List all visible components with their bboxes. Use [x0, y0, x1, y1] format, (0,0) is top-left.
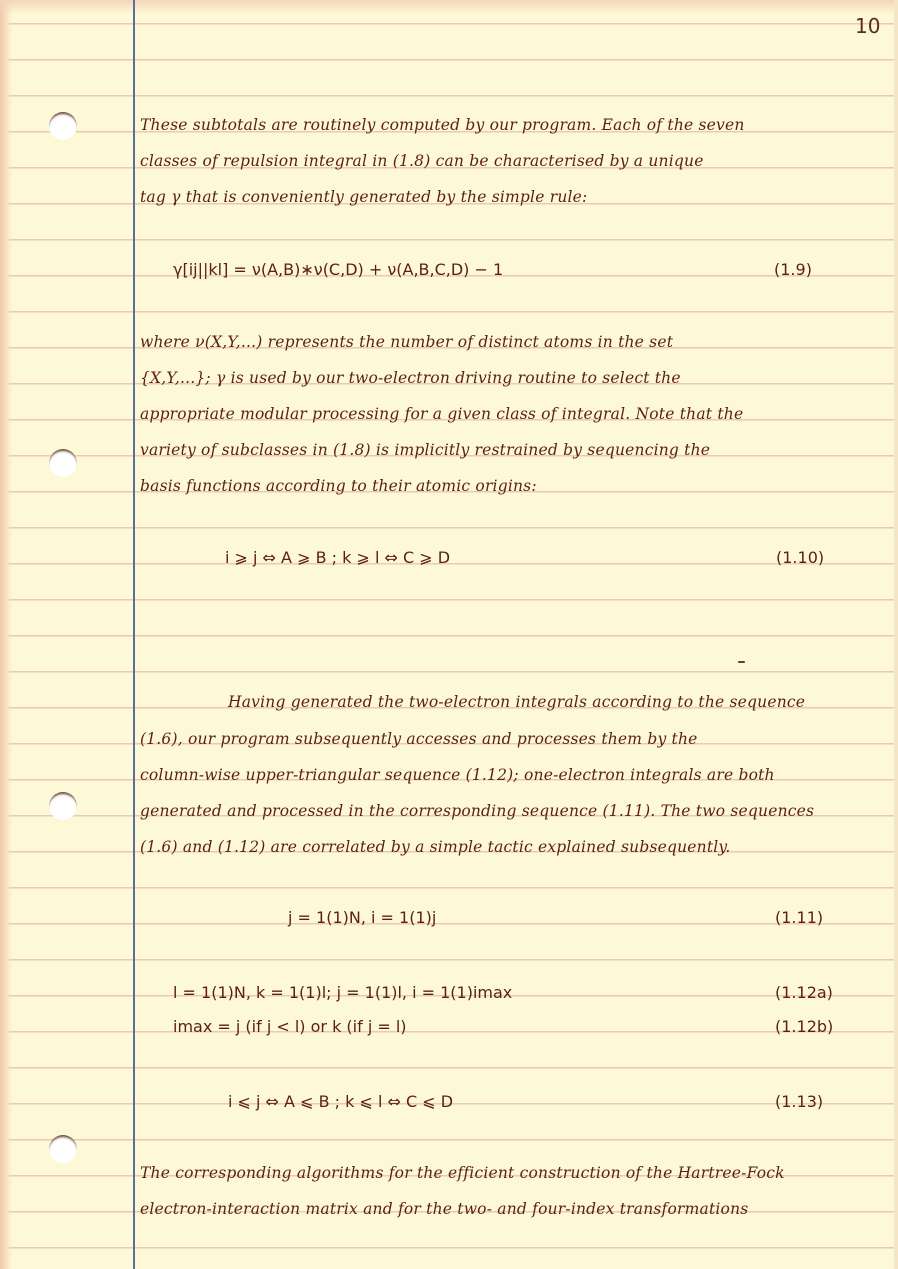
equation: j = 1(1)N, i = 1(1)j — [288, 908, 437, 927]
equation-label: (1.12b) — [775, 1017, 834, 1036]
text-line: classes of repulsion integral in (1.8) can be characterised by a unique — [140, 152, 704, 170]
equation: l = 1(1)N, k = 1(1)l; j = 1(1)l, i = 1(1)imax — [173, 983, 513, 1002]
text-line: where ν(X,Y,...) represents the number of distinct atoms in the set — [140, 333, 674, 351]
text-line: tag γ that is conveniently generated by the simple rule: — [140, 188, 588, 206]
punch-hole-icon — [49, 449, 77, 477]
punch-hole-icon — [49, 1135, 77, 1163]
text-line: electron-interaction matrix and for the two- and four-index transformations — [140, 1200, 749, 1218]
text-line: These subtotals are routinely computed by our program. Each of the seven — [140, 116, 745, 134]
equation: γ[ij||kl] = ν(A,B)∗ν(C,D) + ν(A,B,C,D) − 1 — [173, 260, 504, 279]
page-right-edge — [894, 0, 898, 1269]
punch-hole-icon — [49, 792, 77, 820]
equation: i ⩽ j ⇔ A ⩽ B ; k ⩽ l ⇔ C ⩽ D — [228, 1092, 454, 1111]
equation-label: (1.11) — [775, 908, 824, 927]
text-line: generated and processed in the corresponding sequence (1.11). The two sequences — [140, 802, 815, 820]
text-line: The corresponding algorithms for the efficient construction of the Hartree-Fock — [140, 1164, 785, 1182]
equation-label: (1.13) — [775, 1092, 824, 1111]
text-line: Having generated the two-electron integrals according to the sequence — [228, 693, 806, 711]
text-line: (1.6), our program subsequently accesses and processes them by the — [140, 730, 698, 748]
punch-hole-icon — [49, 112, 77, 140]
text-line: (1.6) and (1.12) are correlated by a simple tactic explained subsequently. — [140, 838, 731, 856]
text-line: appropriate modular processing for a given class of integral. Note that the — [140, 405, 744, 423]
page-number: 10 — [855, 14, 881, 38]
text-line: {X,Y,...}; γ is used by our two-electron driving routine to select the — [140, 369, 681, 387]
equation: imax = j (if j < l) or k (if j = l) — [173, 1017, 407, 1036]
equation-label: (1.12a) — [775, 983, 833, 1002]
equation: i ⩾ j ⇔ A ⩾ B ; k ⩾ l ⇔ C ⩾ D — [225, 548, 451, 567]
text-line: basis functions according to their atomic origins: — [140, 477, 537, 495]
margin-line — [133, 0, 135, 1269]
ink-speck — [738, 661, 745, 663]
text-line: variety of subclasses in (1.8) is implicitly restrained by sequencing the — [140, 441, 711, 459]
equation-label: (1.9) — [774, 260, 812, 279]
text-line: column-wise upper-triangular sequence (1.12); one-electron integrals are both — [140, 766, 775, 784]
equation-label: (1.10) — [776, 548, 825, 567]
page-top-shadow — [0, 0, 898, 14]
